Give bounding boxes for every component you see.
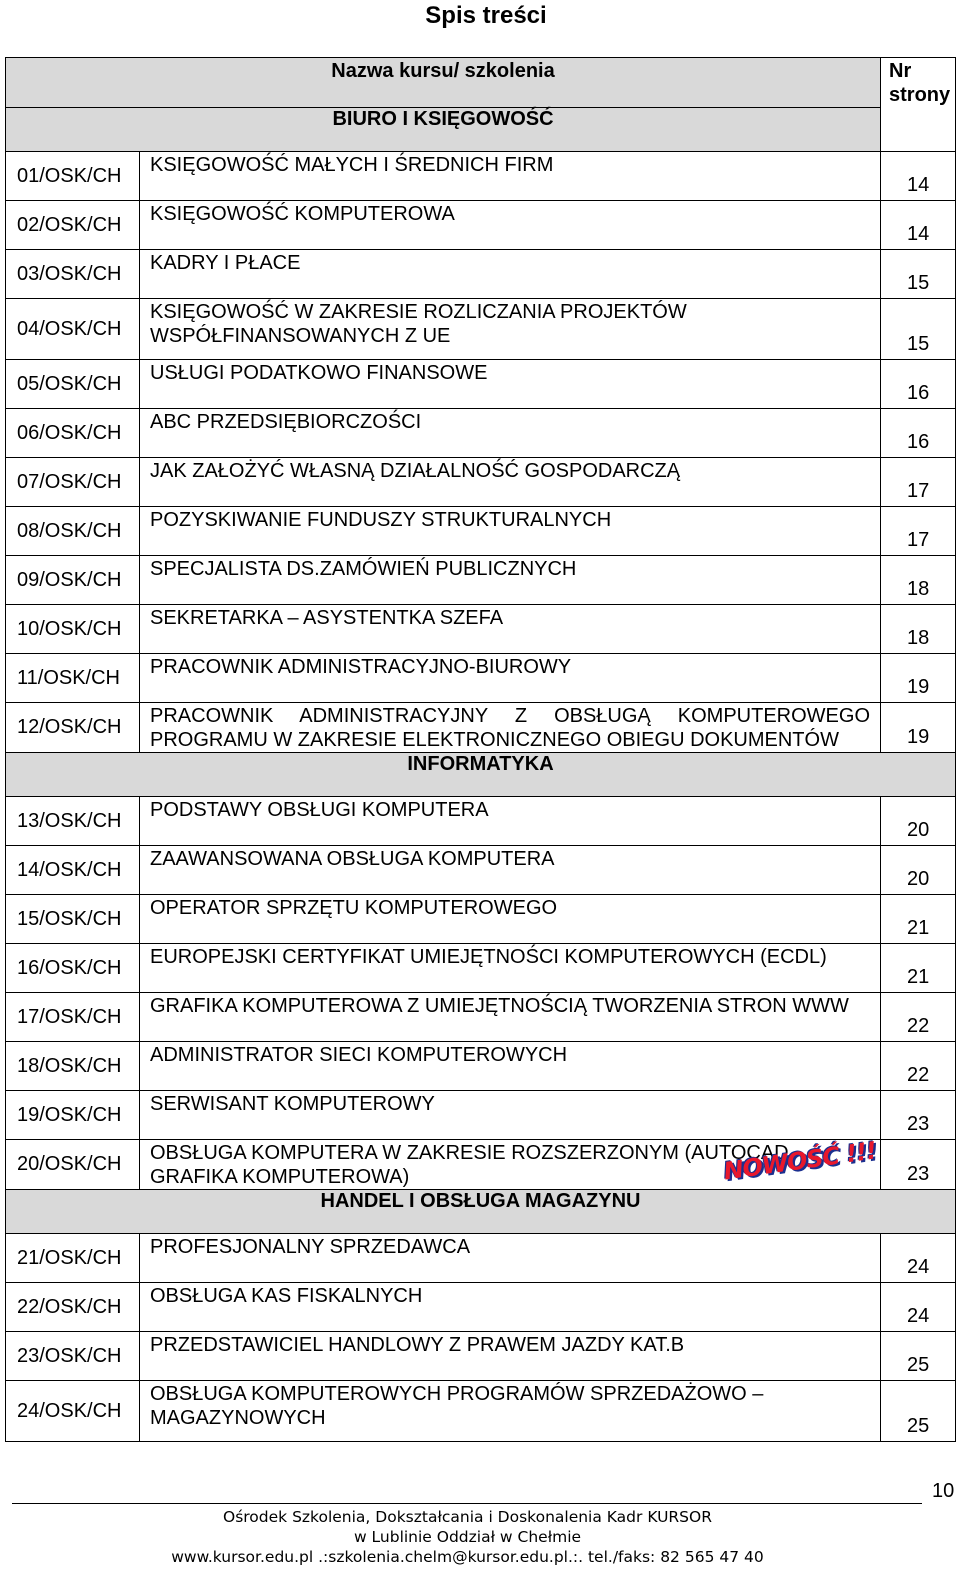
course-code: 13/OSK/CH <box>6 797 140 846</box>
course-name: SPECJALISTA DS.ZAMÓWIEŃ PUBLICZNYCH <box>140 556 881 605</box>
new-badge: NOWOŚĆ !!! <box>721 1136 878 1186</box>
course-code: 05/OSK/CH <box>6 360 140 409</box>
table-row <box>6 1283 956 1332</box>
page-number: 10 <box>932 1480 955 1502</box>
course-name: OBSŁUGA KOMPUTEROWYCH PROGRAMÓW SPRZEDAŻOWO – MAGAZYNOWYCH <box>140 1381 881 1442</box>
section-row <box>6 108 956 152</box>
page-ref: 24 <box>881 1283 956 1332</box>
course-name: PODSTAWY OBSŁUGI KOMPUTERA <box>140 797 881 846</box>
table-row <box>6 846 956 895</box>
table-row <box>6 1332 956 1381</box>
course-name: KADRY I PŁACE <box>140 250 881 299</box>
section-heading: INFORMATYKA <box>6 753 956 797</box>
course-name: SERWISANT KOMPUTEROWY <box>140 1091 881 1140</box>
table-row <box>6 797 956 846</box>
course-name: ZAAWANSOWANA OBSŁUGA KOMPUTERA <box>140 846 881 895</box>
page-ref: 22 <box>881 1042 956 1091</box>
course-code: 01/OSK/CH <box>6 152 140 201</box>
table-row <box>6 895 956 944</box>
table-row <box>6 1091 956 1140</box>
footer-org-name: Ośrodek Szkolenia, Dokształcania i Doskonalenia Kadr KURSOR <box>223 1508 712 1526</box>
header-row <box>6 58 956 108</box>
page-ref: 18 <box>881 605 956 654</box>
course-code: 04/OSK/CH <box>6 299 140 360</box>
course-code: 09/OSK/CH <box>6 556 140 605</box>
course-code: 16/OSK/CH <box>6 944 140 993</box>
table-row <box>6 409 956 458</box>
table-row <box>6 152 956 201</box>
table-row <box>6 993 956 1042</box>
course-code: 18/OSK/CH <box>6 1042 140 1091</box>
page-ref: 17 <box>881 507 956 556</box>
page-ref: 16 <box>881 409 956 458</box>
course-name: OBSŁUGA KOMPUTERA W ZAKRESIE ROZSZERZONYM (AUTOCAD, GRAFIKA KOMPUTEROWA) <box>140 1140 881 1190</box>
course-name: USŁUGI PODATKOWO FINANSOWE <box>140 360 881 409</box>
course-code: 15/OSK/CH <box>6 895 140 944</box>
page-ref: 21 <box>881 895 956 944</box>
table-row <box>6 944 956 993</box>
table-row <box>6 654 956 703</box>
course-code: 10/OSK/CH <box>6 605 140 654</box>
footer-contact: www.kursor.edu.pl .:szkolenia.chelm@kursor.edu.pl.:. tel./faks: 82 565 47 40 <box>171 1548 764 1566</box>
course-name: ABC PRZEDSIĘBIORCZOŚCI <box>140 409 881 458</box>
page-ref: 24 <box>881 1234 956 1283</box>
page-column-header: Nr strony <box>881 58 956 152</box>
course-code: 06/OSK/CH <box>6 409 140 458</box>
page-ref: 23 <box>881 1091 956 1140</box>
course-name: OBSŁUGA KAS FISKALNYCH <box>140 1283 881 1332</box>
table-row <box>6 1042 956 1091</box>
course-code: 21/OSK/CH <box>6 1234 140 1283</box>
course-name: POZYSKIWANIE FUNDUSZY STRUKTURALNYCH <box>140 507 881 556</box>
page-ref: 21 <box>881 944 956 993</box>
course-name: PRACOWNIK ADMINISTRACYJNO-BIUROWY <box>140 654 881 703</box>
course-name: PRZEDSTAWICIEL HANDLOWY Z PRAWEM JAZDY KAT.B <box>140 1332 881 1381</box>
course-code: 03/OSK/CH <box>6 250 140 299</box>
page-title: Spis treści <box>425 2 547 29</box>
table-row <box>6 250 956 299</box>
footer-divider <box>12 1503 922 1504</box>
course-name: ADMINISTRATOR SIECI KOMPUTEROWYCH <box>140 1042 881 1091</box>
page-ref: 25 <box>881 1381 956 1442</box>
page-ref: 23 <box>881 1140 956 1190</box>
course-code: 11/OSK/CH <box>6 654 140 703</box>
course-code: 07/OSK/CH <box>6 458 140 507</box>
course-name: KSIĘGOWOŚĆ KOMPUTEROWA <box>140 201 881 250</box>
toc-table <box>5 57 956 1442</box>
table-row <box>6 201 956 250</box>
table-row <box>6 360 956 409</box>
page-ref: 14 <box>881 152 956 201</box>
course-code: 24/OSK/CH <box>6 1381 140 1442</box>
name-column-header: Nazwa kursu/ szkolenia <box>6 58 881 108</box>
table-row <box>6 458 956 507</box>
page-ref: 20 <box>881 846 956 895</box>
table-row <box>6 556 956 605</box>
page-ref: 19 <box>881 703 956 753</box>
section-heading: BIURO I KSIĘGOWOŚĆ <box>6 108 881 152</box>
course-code: 02/OSK/CH <box>6 201 140 250</box>
course-name: GRAFIKA KOMPUTEROWA Z UMIEJĘTNOŚCIĄ TWORZENIA STRON WWW <box>140 993 881 1042</box>
section-heading: HANDEL I OBSŁUGA MAGAZYNU <box>6 1190 956 1234</box>
course-code: 17/OSK/CH <box>6 993 140 1042</box>
table-row <box>6 1234 956 1283</box>
page-ref: 16 <box>881 360 956 409</box>
page-ref: 22 <box>881 993 956 1042</box>
course-code: 14/OSK/CH <box>6 846 140 895</box>
course-code: 20/OSK/CH <box>6 1140 140 1190</box>
page-ref: 14 <box>881 201 956 250</box>
table-row <box>6 1381 956 1442</box>
page-ref: 19 <box>881 654 956 703</box>
table-row <box>6 605 956 654</box>
section-row <box>6 753 956 797</box>
table-row <box>6 703 956 753</box>
course-name: KSIĘGOWOŚĆ MAŁYCH I ŚREDNICH FIRM <box>140 152 881 201</box>
course-code: 12/OSK/CH <box>6 703 140 753</box>
course-name: PROFESJONALNY SPRZEDAWCA <box>140 1234 881 1283</box>
table-row <box>6 299 956 360</box>
page-ref: 25 <box>881 1332 956 1381</box>
page-ref: 18 <box>881 556 956 605</box>
course-name: PRACOWNIK ADMINISTRACYJNY Z OBSŁUGĄ KOMPUTEROWEGO PROGRAMU W ZAKRESIE ELEKTRONICZNEGO OBIEGU DOKUMENTÓW <box>140 703 881 753</box>
course-code: 19/OSK/CH <box>6 1091 140 1140</box>
course-name: KSIĘGOWOŚĆ W ZAKRESIE ROZLICZANIA PROJEKTÓW WSPÓŁFINANSOWANYCH Z UE <box>140 299 881 360</box>
section-row <box>6 1190 956 1234</box>
page-ref: 15 <box>881 250 956 299</box>
course-name: JAK ZAŁOŻYĆ WŁASNĄ DZIAŁALNOŚĆ GOSPODARCZĄ <box>140 458 881 507</box>
course-code: 08/OSK/CH <box>6 507 140 556</box>
page-ref: 17 <box>881 458 956 507</box>
table-row <box>6 507 956 556</box>
course-code: 23/OSK/CH <box>6 1332 140 1381</box>
page-ref: 20 <box>881 797 956 846</box>
course-name: SEKRETARKA – ASYSTENTKA SZEFA <box>140 605 881 654</box>
page-ref: 15 <box>881 299 956 360</box>
footer-branch: w Lublinie Oddział w Chełmie <box>353 1528 582 1546</box>
course-name: EUROPEJSKI CERTYFIKAT UMIEJĘTNOŚCI KOMPUTEROWYCH (ECDL) <box>140 944 881 993</box>
course-name: OPERATOR SPRZĘTU KOMPUTEROWEGO <box>140 895 881 944</box>
course-code: 22/OSK/CH <box>6 1283 140 1332</box>
